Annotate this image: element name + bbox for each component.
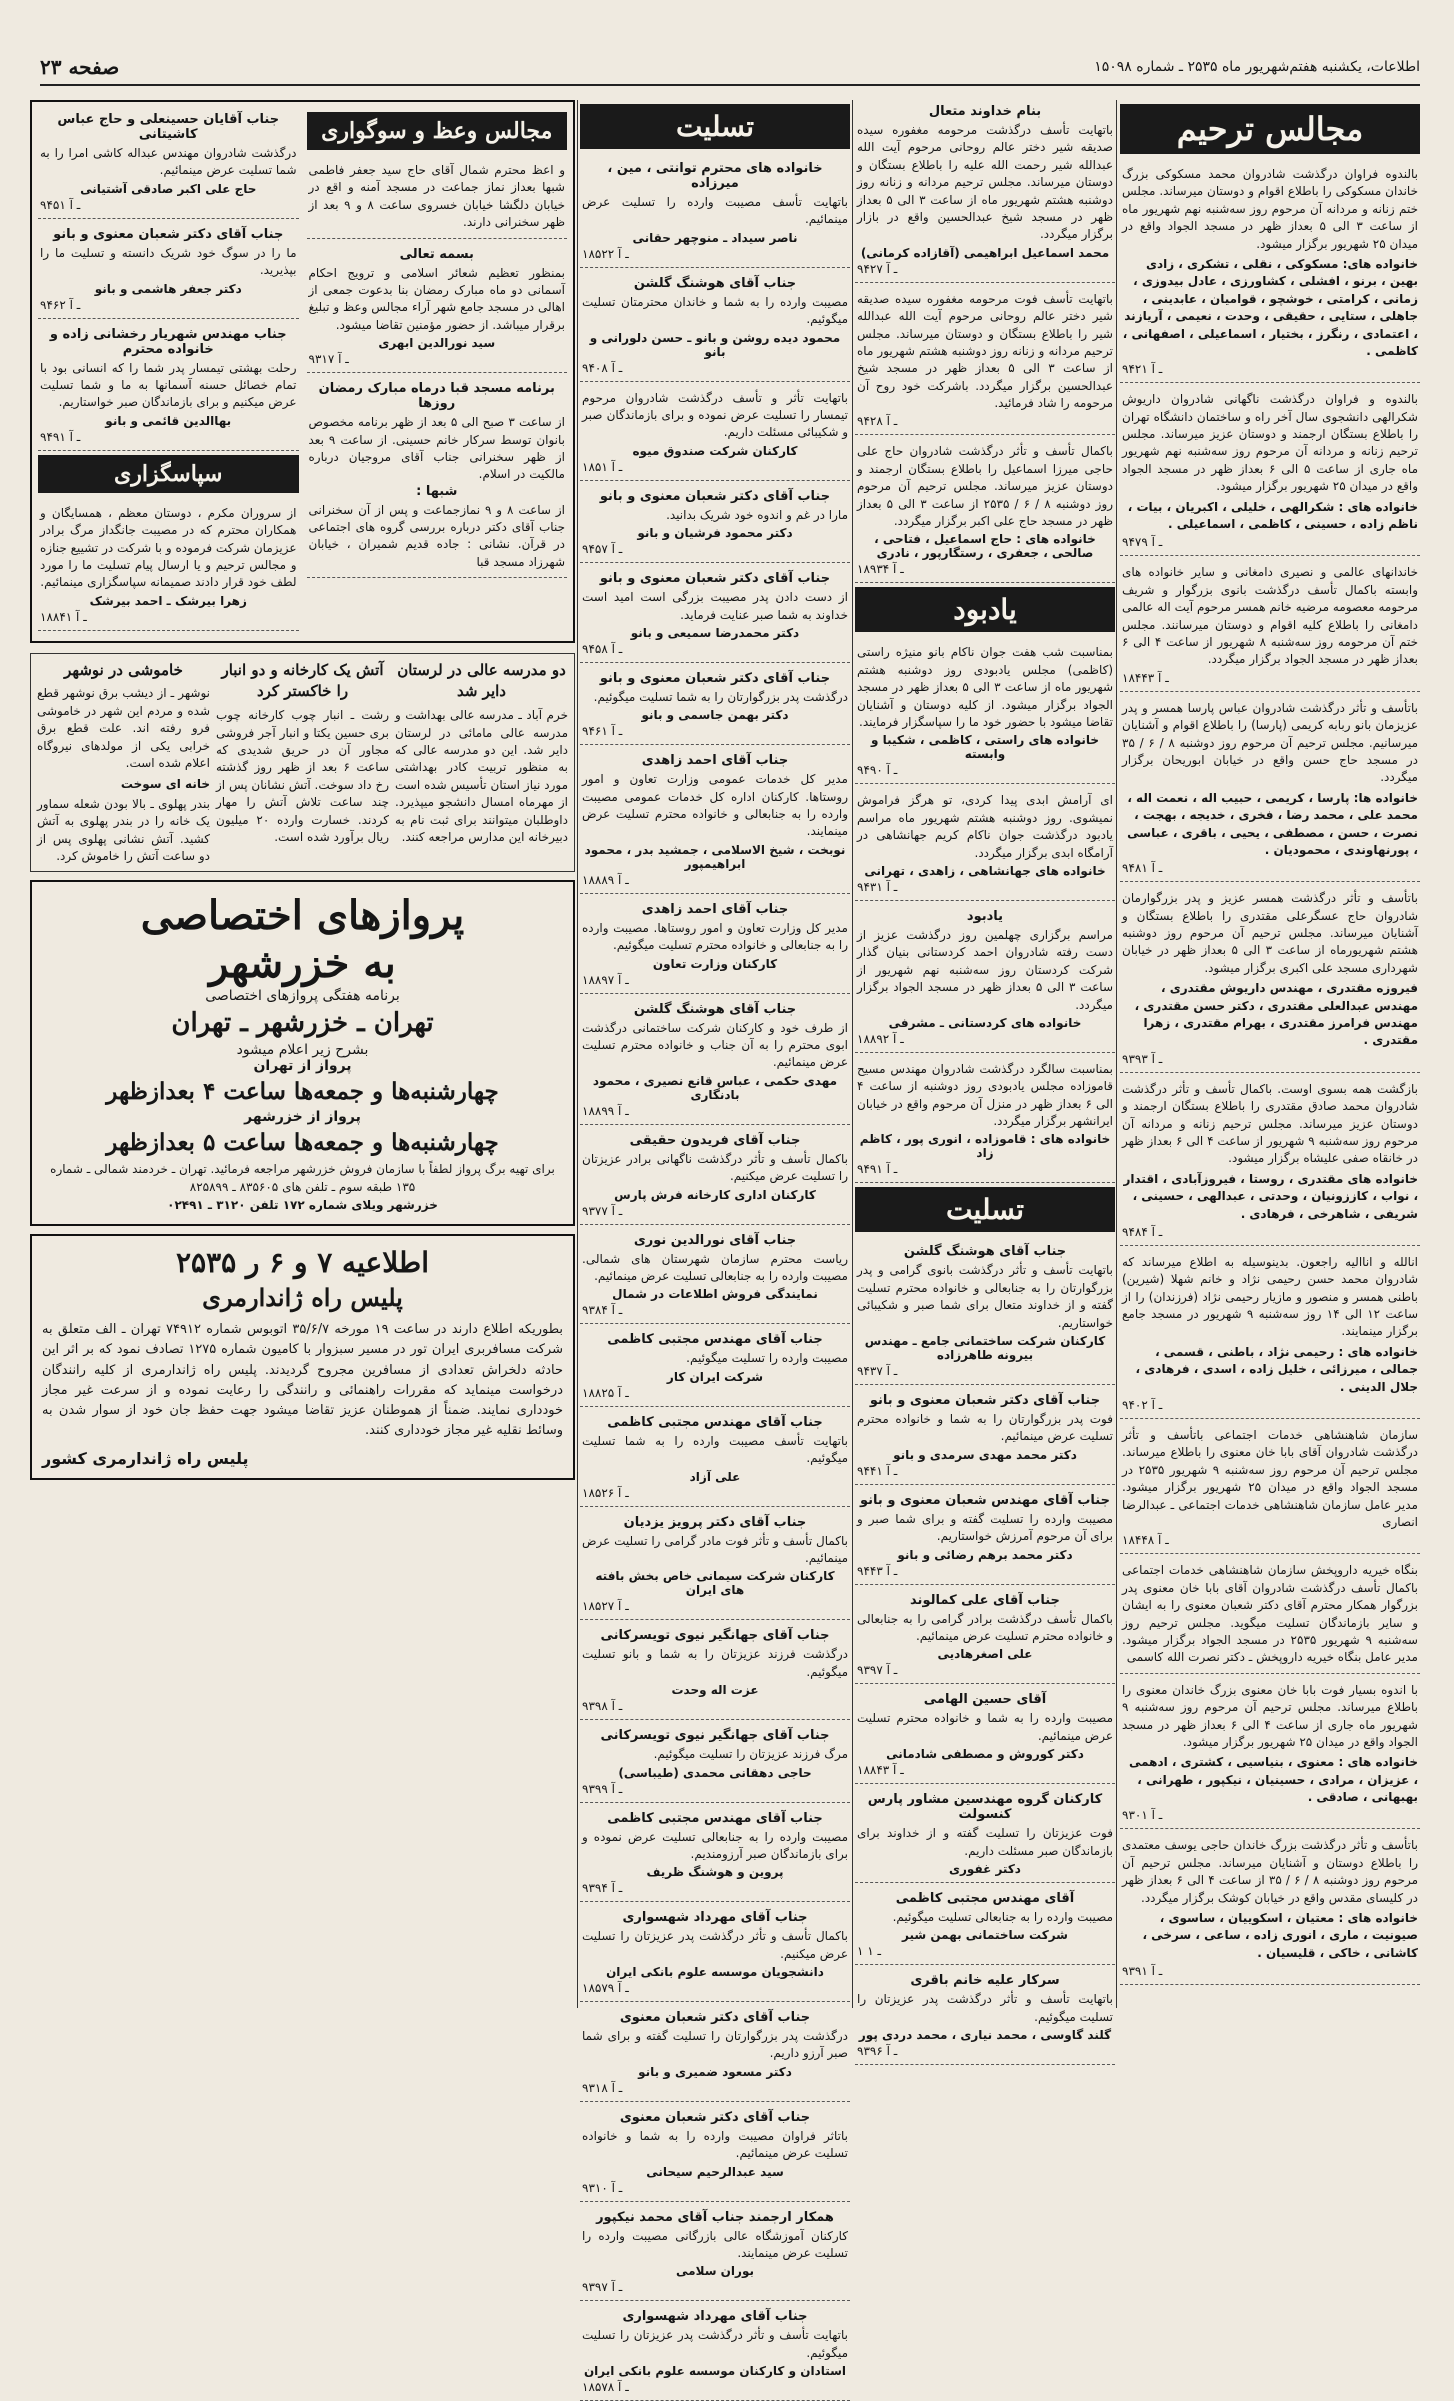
page-number: صفحه ۲۳ xyxy=(40,55,120,79)
notice xyxy=(1120,1558,1420,1673)
police-notice xyxy=(30,1234,575,1480)
column-tasliyat xyxy=(580,100,850,2395)
notice-sig: سید عبدالرحیم سیحانی xyxy=(646,2164,784,2179)
news-body: رشت ـ انبار چوب کارخانه چوب بری حسین یکتا و انبار آجر فروشی مجاور آن در حریق شدیدی که ساعت ۶ بعد از ظهر روز گذشته رخ داد سوخت. آتش نشانان پس از چند ساعت تلاش آتش را مهار کردند. خسارت وارده ۲۰ میلیون ریال برآورد شده است. xyxy=(216,708,390,844)
notice-ttl: خانواده های محترم توانتی ، مین ، میرزاده xyxy=(607,161,823,191)
notice-body: باتاثر فراوان مصیبت وارده را به شما و خانواده تسلیت عرض مینمائیم. xyxy=(582,2128,848,2161)
notice xyxy=(38,223,299,319)
notice-body: خاندانهای عالمی و نصیری دامغانی و سایر خانواده های وابسته باکمال تأسف درگذشت بانوی بزرگوار و شریف مرحومه معصومه مرضیه خانم همسر مرحوم آیت اله عالمی دامغانی را باطلاع کلیه اقوام و دوستان میرسانند. مجلس ختم آن مرحومه روز سه‌شنبه ۸ شهریور از ساعت ۴ الی ۶ بعداز ظهر در مسجد الجواد برگزار میگردد. xyxy=(1122,565,1419,667)
notice-fam: خانواده های: مسکوکی ، نقلی ، تشکری ، زادی بهین ، برنو ، افشلی ، کشاورزی ، عادل بیدوزی ، زمانی ، کرامتی ، خوشچو ، قوامیان ، عابدینی ، جاهلی ، ستایی ، حقیقی ، وحدت ، نعیمی ، آریازند ، اعتمادی ، رنگرز ، بختیار ، اسماعیلی ، اصفهانی ، کاظمی . xyxy=(1122,256,1418,358)
notice-ttl: جناب آقای دکتر شعبان معنوی و بانو xyxy=(869,1393,1101,1409)
waz-banner: مجالس وعظ و سوگواری xyxy=(307,112,568,150)
notice xyxy=(580,1624,850,1720)
notice xyxy=(580,386,850,481)
notice-sig: دانشجویان موسسه علوم بانکی ایران xyxy=(606,1965,824,1980)
notice xyxy=(1120,886,1420,1073)
yadbood-banner: یادبود xyxy=(855,587,1115,632)
notice-ttl: جناب آقای مهندس مجتبی کاظمی xyxy=(607,1332,823,1348)
notice-code: ۹۴۳۱ ـ آ xyxy=(857,879,898,894)
notice-code: ۹۴۰۲ ـ آ xyxy=(1122,1398,1163,1413)
flight-program: برنامه هفتگی پروازهای اختصاصی xyxy=(205,988,400,1005)
notice-code: ۱ ـ ۱ xyxy=(857,1944,882,1959)
news-body: نوشهر ـ از دیشب برق نوشهر قطع شده و مردم این شهر در خاموشی فرو رفته اند. علت قطع برق خرابی یکی از مولدهای نیروگاه اعلام شده است. xyxy=(37,686,210,770)
notice-body: ما را در سوگ خود شریک دانسته و تسلیت ما را بپذیرید. xyxy=(40,245,297,278)
notice-ttl: جناب آقای هوشنگ گلشن xyxy=(903,1244,1067,1260)
qoba-nights-title: شبها : xyxy=(416,483,458,499)
notice-sig: خانواده های کردستانی ـ مشرفی xyxy=(888,1015,1082,1030)
notice xyxy=(855,1240,1115,1385)
notice-code: ۱۸۴۴۳ ـ آ xyxy=(1122,670,1169,685)
notice xyxy=(580,485,850,563)
tarhim-notice-list xyxy=(1120,162,1420,1985)
news-title: دو مدرسه عالی در لرستان دایر شد xyxy=(397,660,566,701)
waz-block xyxy=(307,108,568,635)
notice-sig: پروین و هوشنگ ظریف xyxy=(646,1865,784,1880)
notice xyxy=(580,1129,850,1225)
column-majales-tarhim xyxy=(1120,100,1420,2008)
notice-body: مدیر کل خدمات عمومی وزارت تعاون و امور روستاها. کارکنان اداره کل خدمات عمومی مصیبت وارده را به جنابعالی و خانواده محترم تسلیت عرض مینمایند. xyxy=(582,772,848,839)
notice-code: ۱۸۵۲۷ ـ آ xyxy=(582,1599,629,1614)
notice xyxy=(1120,1423,1420,1554)
notice-code: ۹۳۸۴ ـ آ xyxy=(582,1303,623,1318)
notice-body: از دست دادن پدر مصیبت بزرگی است امید است خداوند به شما صبر عنایت فرماید. xyxy=(582,590,848,622)
notice-code: ۹۴۲۷ ـ آ xyxy=(857,261,898,276)
notice xyxy=(580,567,850,663)
notice-sig: بهاالدین قائمی و بانو xyxy=(105,413,232,428)
notice-code: ۹۳۷۷ ـ آ xyxy=(582,1203,623,1218)
notice-code: ۹۴۵۷ ـ آ xyxy=(582,542,623,557)
tasliyat-notice-list xyxy=(580,157,850,2401)
notice-ttl: جناب مهندس شهریار رخشانی زاده و خانواده محترم xyxy=(49,326,287,357)
flight-headline-1: پروازهای اختصاصی xyxy=(140,892,465,940)
notice xyxy=(1120,1250,1420,1419)
notice xyxy=(580,272,850,382)
notice xyxy=(580,157,850,268)
notice-body: مدیر کل وزارت تعاون و امور روستاها. مصیبت وارده را به جنابعالی و خانواده محترم تسلیت میگوئیم. xyxy=(582,920,848,953)
flight-contact: برای تهیه برگ پرواز لطفاً با سازمان فروش خزرشهر مراجعه فرمائید. تهران ـ خردمند شمالی ـ شماره ۱۳۵ طبقه سوم ـ تلفن های ۸۳۵۶۰۵ ـ ۸۲۵۸۹۹ xyxy=(50,1162,555,1195)
notice-sig: خانواده های : حاج اسماعیل ، فتاحی ، صالحی ، جعفری ، رستگارپور ، نادری xyxy=(874,532,1096,561)
notice-code: ۹۴۷۹ ـ آ xyxy=(1122,535,1163,550)
flight-headline-2: به خزرشهر xyxy=(209,940,396,988)
notice-ttl: جناب آقای مهندس مجتبی کاظمی xyxy=(607,1414,823,1430)
notice-body: بنگاه خیریه داروپخش سازمان شاهنشاهی خدمات اجتماعی باکمال تأسف درگذشت شادروان آقای بابا خان معنوی پدر بزرگوار همکار محترم آقای دکتر شعبان معنوی را به ایشان و سایر بازماندگان تسلیت میگوید. مجلس ترحیم روز سه‌شنبه ۹ شهریور ۲۵۳۵ در مسجد الجواد برگزار میشود. مدیر عامل بنگاه خیریه داروپخش ـ دکتر نصرت الله کاسمی xyxy=(1122,1563,1418,1665)
notice xyxy=(580,2305,850,2401)
notice-body: مارا در غم و اندوه خود شریک بدانید. xyxy=(666,507,848,522)
notice-ttl: جناب آقای علی کمالوند xyxy=(910,1592,1060,1608)
notice-sig: نوبخت ، شیخ الاسلامی ، جمشید بدر ، محمود ابراهیمپور xyxy=(584,842,846,871)
notice-sig: کارکنان شرکت صندوق میوه xyxy=(632,443,798,458)
notice-sig: محمد اسماعیل ابراهیمی (آقازاده کرمانی) xyxy=(860,245,1110,260)
notice-body: درگذشت پدر بزرگوارتان را به شما تسلیت میگوئیم. xyxy=(593,689,848,704)
notice-sig: خانواده های : قاموزاده ، انوری پور ، کاظم زاد xyxy=(859,1132,1111,1161)
news-item xyxy=(216,660,389,866)
notice-body: درگذشت پدر بزرگوارتان را تسلیت گفته و برای شما صبر آرزو داریم. xyxy=(582,2029,848,2061)
waz-notice-1: و اعظ محترم شمال آقای حاج سید جعفر فاطمی شبها بعداز نماز جماعت در مسجد آمنه و اقع در خیابان دلگشا خیابان خسروی ساعت ۸ و ۹ بعد از ظهر سخنرانی دارند. xyxy=(308,163,565,230)
notice-fam: خانواده های مقتدری ، روستا ، فیروزآبادی ، اقتدار ، نواب ، کاززونیان ، وحدتی ، عبدالهی ، حسینی ، شریفی ، شاهرخی ، فرهادی . xyxy=(1123,1171,1418,1221)
notice-code: ۱۸۵۷۸ ـ آ xyxy=(582,2380,629,2395)
notice-fam: خانواده های : رحیمی نژاد ، باطنی ، قسمی ، جمالی ، میرزائی ، خلیل زاده ، اسدی ، فرهادی ، جلال الدینی . xyxy=(1135,1344,1418,1394)
notice-ttl: جناب آقای هوشنگ گلشن xyxy=(633,275,797,291)
notice-code: ۹۳۱۸ ـ آ xyxy=(582,2080,623,2095)
notice-sig: دکتر مسعود ضمیری و بانو xyxy=(638,2064,792,2079)
page-header xyxy=(40,50,1420,86)
notice xyxy=(855,1057,1115,1184)
tasliyat-notice-list-2 xyxy=(855,1240,1115,2065)
notice-code: ۹۴۶۲ ـ آ xyxy=(40,297,81,312)
notice-fam: خانواده ها: پارسا ، کریمی ، حبیب اله ، نعمت اله ، محمد علی ، محمد رضا ، فخری ، خدیجه ، بهجت ، نصرت ، حسن ، مصطفی ، یحیی ، باقری ، عباسی ، پورنهاوندی ، محمودیان . xyxy=(1127,790,1418,857)
notice-ttl: یادبود xyxy=(966,908,1004,924)
notice-body: ریاست محترم سازمان شهرستان های شمالی. مصیبت وارده را به جنابعالی تسلیت عرض مینمائیم. xyxy=(582,1251,848,1283)
column-left xyxy=(30,100,575,2008)
notice xyxy=(580,1229,850,1325)
flight-from-tehran: پرواز از تهران xyxy=(253,1058,352,1075)
sepas-signature: زهرا بیرشک ـ احمد بیرشک xyxy=(89,593,247,608)
notice xyxy=(855,640,1115,784)
notice-code: ۹۴۴۱ ـ آ xyxy=(857,1463,898,1478)
notice-body: بالندوه و فراوان درگذشت ناگهانی شادروان داریوش شکرالهی دانشجوی سال آخر راه و ساختمان دانشگاه تهران را باطلاع بستگان ارجمند و دوستان عزیز میرساند. مجلس ترحیم زنانه و مردانه آن مرحوم روز سه‌شنبه نهم شهریور ماه جاری از ساعت ۵ الی ۶ بعداز ظهر در مسجد الجواد واقع در میدان ۲۵ شهریور برگزار میشود. xyxy=(1122,392,1418,494)
police-signature: پلیس راه ژاندارمری کشور xyxy=(42,1449,249,1469)
notice xyxy=(580,898,850,994)
notice-code: ۹۴۲۸ ـ آ xyxy=(857,414,898,429)
notice-body: مصیبت وارده را به شما و خاندان محترمتان تسلیت میگوئیم. xyxy=(582,294,848,327)
notice-code: ۱۸۵۲۶ ـ آ xyxy=(582,1485,629,1500)
notice-code: ۹۴۵۱ ـ آ xyxy=(40,197,81,212)
notice-sig: دکتر محمد برهم رضائی و بانو xyxy=(897,1547,1073,1562)
notice-list-top xyxy=(855,100,1115,583)
notice-code: ۹۳۹۶ ـ آ xyxy=(857,2044,898,2059)
notice-body: مرگ فرزند عزیزتان را تسلیت میگوئیم. xyxy=(653,1747,848,1762)
notice xyxy=(580,1411,850,1507)
notice-body: با اندوه بسیار فوت بابا خان معنوی بزرگ خاندان معنوی را باطلاع میرساند. مجلس ترحیم آن مرحوم روز سه‌شنبه ۹ شهریور ماه جاری از ساعت ۴ الی ۶ بعداز ظهر در مسجد الجواد واقع در میدان ۲۵ شهریور برگزار میشود. xyxy=(1122,1682,1418,1749)
notice-body: مصیبت وارده را تسلیت میگوئیم. xyxy=(686,1351,848,1366)
notice-ttl: سرکار علیه خانم باقری xyxy=(910,1973,1060,1989)
flight-subtitle: بشرح زیر اعلام میشود xyxy=(236,1042,369,1059)
notice-body: بازگشت همه بسوی اوست. باکمال تأسف و تأثر درگذشت شادروان محمد صادق مقتدری را باطلاع بستگان ارجمند و دوستان عزیز میرساند. مجلس ترحیم زنانه و مردانه آن مرحوم روز سه‌شنبه ۹ شهریور از ساعت ۴ الی ۶ بعداز ظهر در خانقاه صفی علیشاه برگزار میشود. xyxy=(1122,1081,1418,1166)
notice-ttl: جناب آقایان حسینعلی و حاج عباس کاشیتانی xyxy=(57,112,280,142)
notice-fam: فیروزه مقتدری ، مهندس داریوش مقتدری ، مهندس عبدالعلی مقتدری ، دکتر حسن مقتدری ، مهندس فرامرز مقتدری ، بهرام مقتدری ، زهرا مقتدری . xyxy=(1134,981,1418,1048)
qoba-nights: از ساعت ۸ و ۹ نمازجماعت و پس از آن سخنرانی جناب آقای دکتر درباره بررسی گروه های اجتماعی در قرآن. نشانی : جاده قدیم شمیران ، خیابان شهرزاد مسجد قبا xyxy=(308,502,565,569)
notice-code: ۹۴۴۳ ـ آ xyxy=(857,1563,898,1578)
notice-body: باتهایت تأسف و تأثر درگذشت بانوی گرامی و پدر بزرگوارتان را به جنابعالی و خانواده محترم تسلیت گفته و از خداوند متعال برای شما صبر و شکیبائی خواستاریم. xyxy=(857,1263,1113,1330)
notice-code: ۹۳۹۴ ـ آ xyxy=(582,1881,623,1896)
notice-body: باتأسف و تأثر درگذشت همسر عزیز و پدر بزرگوارمان شادروان حاج عسگرعلی مقتدری را باطلاع بستگان و آشنایان میرساند. مجلس ترحیم آن مرحوم روز دوشنبه هشتم شهریورماه از ساعت ۳ الی ۵ بعداز ظهر در خیابان شهرداری مسجد علی اکبری برگزار میشود. xyxy=(1122,891,1418,975)
notice xyxy=(855,905,1115,1053)
notice-code: ۹۳۱۰ ـ آ xyxy=(582,2180,623,2195)
notice-body: مصیبت وارده را به جنابعالی تسلیت عرض نموده و برای بازماندگان صبر آرزومندیم. xyxy=(582,1829,848,1861)
notice xyxy=(855,1969,1115,2065)
notice-sig: گلند گاوسی ، محمد نیاری ، محمد دردی پور xyxy=(858,2028,1112,2043)
sepas-body: از سروران مکرم ، دوستان معظم ، همسایگان و همکاران محترم که در مصیبت جانگداز مرگ برادر عزیزمان شرکت فرموده و با شرکت در تشییع جنازه و مجالس ترحیم و یا ارسال پیام تسلیت ما را مورد لطف خود قرار دادند صمیمانه سپاسگزاری مینمائیم. xyxy=(40,505,297,590)
notice-body: باتهایت تأسف درگذشت مرحومه مغفوره سیده صدیقه شیر دختر عالم روحانی مرحوم آیت الله عبدالله شیر رحمت الله علیه را باطلاع بستگان و دوستان میرساند. مجلس ترحیم مردانه و زنانه روز دوشنبه هشتم شهریور ماه از ساعت ۳ الی ۵ بعداز ظهر در مسجد شیخ عبدالحسین واقع در بازار برگزار میگردد. xyxy=(857,123,1114,242)
tasliyat-banner: تسلیت xyxy=(580,104,850,149)
notice-ttl: جناب آقای دکتر شعبان معنوی و بانو xyxy=(599,488,831,504)
notice xyxy=(855,439,1115,583)
notice-body: انالله و اناالیه راجعون. بدینوسیله به اطلاع میرساند که شادروان محمد حسن رحیمی نژاد و خانم شهلا (شیرین) باطنی همسر و منصور و مازیار رحیمی نژاد (فرزندان) را از ساعت ۱۲ الی ۱۴ روز سه‌شنبه ۹ شهریور در مسجد جامع برگزار مینمایند. xyxy=(1122,1254,1419,1339)
notice-sig: دکتر محمد مهدی سرمدی و بانو xyxy=(893,1447,1077,1462)
notice-body: باتهایت تأسف و تأثر درگذشت پدر عزیزتان را تسلیت میگوئیم. xyxy=(857,1992,1113,2024)
notice-ttl: آقای مهندس مجتبی کاظمی xyxy=(895,1890,1075,1906)
notice-code: ۱۸۵۲۲ ـ آ xyxy=(582,246,629,261)
notice xyxy=(580,2106,850,2202)
notice xyxy=(580,1328,850,1406)
notice-ttl: جناب آقای دکتر پرویز یزدیان xyxy=(623,1514,807,1530)
notice xyxy=(1120,162,1420,383)
notice xyxy=(855,1389,1115,1485)
notice-sig: بوران سلامی xyxy=(676,2264,754,2279)
notice-code: ۱۸۴۴۸ ـ آ xyxy=(1122,1533,1169,1548)
notice-code: ۱۸۸۲۵ ـ آ xyxy=(582,1385,629,1400)
notice-body: از طرف خود و کارکنان شرکت ساختمانی درگذشت ابوی محترم را به آن جناب و خانواده محترم تسلیت عرض مینمائیم. xyxy=(582,1020,848,1070)
notice-sig: حاجی دهقانی محمدی (طیباسی) xyxy=(618,1765,812,1780)
notice-sig: علی اصغرهادیی xyxy=(937,1647,1033,1662)
notice-code: ۹۴۰۸ ـ آ xyxy=(582,360,623,375)
sepas-banner: سپاسگزاری xyxy=(38,455,299,493)
notice-body: درگذشت فرزند عزیزتان را به شما و بانو تسلیت میگوئیم. xyxy=(582,1647,848,1679)
notice-body: باکمال تأسف و تأثر درگذشت شادروان حاج علی حاجی میرزا اسماعیل را باطلاع بستگان ارجمند و دوستان عزیز میرساند. مجلس ترحیم آن مرحوم روز دوشنبه ۸ / ۶ / ۲۵۳۵ از ساعت ۳ الی ۵ بعداز ظهر در مسجد حاج علی اکبر برگزار میگردد. xyxy=(857,444,1114,529)
notice-sig: حاج علی اکبر صادقی آشتیانی xyxy=(80,181,257,196)
notice-code: ۱۸۸۹۲ ـ آ xyxy=(857,1031,904,1046)
notice-code: ۹۴۸۱ ـ آ xyxy=(1122,861,1163,876)
notice-body: ای آرامش ابدی پیدا کردی، تو هرگز فراموش نمیشوی. روز دوشنبه هشتم شهریور ماه مراسم یادبود درگذشت جوان ناکام کریم جهانشاهی در آرامگاه ابدی برگزار میگردد. xyxy=(857,793,1113,860)
notice-sig: استادان و کارکنان موسسه علوم بانکی ایران xyxy=(583,2364,847,2379)
notice-ttl: جناب آقای هوشنگ گلشن xyxy=(633,1001,797,1017)
notice xyxy=(855,1887,1115,1965)
notice-sig: کارکنان شرکت ساختمانی جامع ـ مهندس بیرونه طاهرزاده xyxy=(864,1334,1106,1363)
notice-sig: ناصر سیداد ـ منوچهر حقانی xyxy=(632,230,798,245)
waz-title-2: بسمه تعالی xyxy=(399,246,474,262)
notice-body: مصیبت وارده را به جنابعالی تسلیت میگوئیم. xyxy=(892,1909,1113,1924)
notice-body: باتهایت تأسف مصیبت وارده را به شما تسلیت میگوئیم. xyxy=(582,1433,848,1466)
notice-body: فوت پدر بزرگوارتان را به شما و خانواده محترم تسلیت عرض مینمائیم. xyxy=(857,1412,1113,1444)
notice xyxy=(855,1788,1115,1883)
police-body: بطوریکه اطلاع دارند در ساعت ۱۹ مورخه ۳۵/۶/۷ اتوبوس شماره ۷۴۹۱۲ تهران ـ الف متعلق به شرکت مسافربری ایران تور در مسیر سبزوار با کامیون شماره ۱۲۷۵ تصادف نمود که بر اثر این حادثه دلخراش تعدادی از مسافرین مجروح گردیدند. پلیس راه ژاندارمری از کلیه رانندگان درخواست مینماید که مقررات راهنمائی و رانندگی را رعایت نموده و از سرعت غیر مجاز خودداری نمایند. ضمناً از هموطنان عزیز تقاضا میشود جهت حفظ جان خود از سوار شدن به وسائط نقلیه غیر مجاز خودداری کنند. xyxy=(42,1322,563,1439)
news-title: آتش یک کارخانه و دو انبار را خاکستر کرد xyxy=(221,660,384,701)
notice-ttl: جناب آقای مهرداد شهسواری xyxy=(622,1910,808,1926)
column-divider xyxy=(577,100,578,2008)
notice-code: ۱۸۸۹۹ ـ آ xyxy=(582,1103,629,1118)
notice-body: درگذشت شادروان مهندس عبداله کاشی امرا را به شما تسلیت عرض مینمائیم. xyxy=(40,146,297,178)
notice-sig: دکتر محمدرضا سمیعی و بانو xyxy=(630,625,800,640)
notice-sig: دکتر کوروش و مصطفی شادمانی xyxy=(886,1747,1084,1762)
notice-ttl: جناب آقای جهانگیر نیوی تویسرکانی xyxy=(600,1628,830,1644)
notice xyxy=(1120,1833,1420,1985)
flight-from-khazar: پرواز از خزرشهر xyxy=(244,1109,361,1126)
notice-ttl: جناب آقای فریدون حقیقی xyxy=(629,1132,801,1148)
notice-code: ۹۴۵۸ ـ آ xyxy=(582,641,623,656)
police-title: اطلاعیه ۷ و ۶ ر ۲۵۳۵ xyxy=(176,1246,429,1280)
notice-code: ۹۴۶۱ ـ آ xyxy=(582,724,623,739)
news-subtitle: خانه ای سوخت xyxy=(120,777,210,792)
notice xyxy=(580,1807,850,1903)
notice-body: مصیبت وارده را به شما و خانواده محترم تسلیت عرض مینمائیم. xyxy=(857,1711,1113,1743)
notice xyxy=(1120,387,1420,556)
notice-code: ۹۴۳۷ ـ آ xyxy=(857,1364,898,1379)
notice-code: ۱۸۵۷۹ ـ آ xyxy=(582,1981,629,1996)
notice xyxy=(1120,1077,1420,1246)
waz-left-notice-list xyxy=(38,108,299,451)
notice-body: باتهایت تأثر و تأسف درگذشت شادروان مرحوم تیمسار را تسلیت عرض نموده و برای بازماندگان صبر و شکیبائی مسئلت داریم. xyxy=(582,390,848,440)
waz-notice-2: بمنظور تعظیم شعائر اسلامی و ترویج احکام آسمانی دو ماه مبارک رمضان بنا بدعوت جمعی از اهالی در مسجد جامع شهر آراء مجالس وعظ و تبلیغ برقرار میباشد. از حضور مؤمنین تقاضا میشود. xyxy=(308,265,565,332)
notice xyxy=(855,287,1115,436)
notice-body: مصیبت وارده را تسلیت گفته و برای شما صبر و برای آن مرحوم آمرزش خواستاریم. xyxy=(857,1511,1113,1544)
notice xyxy=(855,100,1115,283)
notice-ttl: جناب آقای احمد زاهدی xyxy=(641,753,789,769)
notice-code: ۱۸۵۱ ـ آ xyxy=(582,459,623,474)
notice-ttl: جناب آقای نورالدین نوری xyxy=(633,1232,797,1248)
notice-ttl: جناب آقای دکتر شعبان معنوی و بانو xyxy=(53,226,284,242)
news-items xyxy=(30,653,575,873)
notice-code: ۱۸۸۴۳ ـ آ xyxy=(857,1763,904,1778)
notice-sig: کارکنان شرکت سیمانی خاص بخش بافته های ایران xyxy=(595,1569,835,1598)
notice-body: باتهایت تأسف مصیبت وارده را تسلیت عرض مینمائیم. xyxy=(582,195,848,227)
notice-sig: عزت اله وحدت xyxy=(671,1683,759,1698)
notice-sig: دکتر محمود فرشیان و بانو xyxy=(637,526,793,541)
notice xyxy=(580,1511,850,1621)
notice-sig: مهدی حکمی ، عباس قانع نصیری ، محمود بادنگاری xyxy=(592,1073,838,1102)
notice-code: ۹۴۲۱ ـ آ xyxy=(1122,362,1163,377)
notice-code: ۱۸۹۳۴ ـ آ xyxy=(857,562,904,577)
issue-info: اطلاعات، یکشنبه هفتم‌شهریور ماه ۲۵۳۵ ـ شماره ۱۵۰۹۸ xyxy=(1094,59,1420,75)
notice xyxy=(580,1724,850,1802)
yadbood-notice-list xyxy=(855,640,1115,1183)
notice-body: بمناسبت سالگرد درگذشت شادروان مهندس مسیح قاموزاده مجلس یادبودی روز دوشنبه از ساعت ۴ الی ۶ بعداز ظهر در منزل آن مرحوم واقع در خیابان ایرانشهر برگزار میگردد. xyxy=(857,1061,1113,1129)
flight-day-2: چهارشنبه‌ها و جمعه‌ها ساعت ۵ بعدازظهر xyxy=(106,1129,499,1157)
column-divider xyxy=(1116,100,1117,2008)
qoba-days: از ساعت ۳ صبح الی ۵ بعد از ظهر برنامه مخصوص بانوان توسط سرکار خانم حسینی. از ساعت ۹ بعد از ظهر سخنرانی جناب آقای مروجیان درباره مالکیت در اسلام. xyxy=(308,415,566,482)
notice-sig: نمایندگی فروش اطلاعات در شمال xyxy=(612,1287,818,1302)
police-org: پلیس راه ژاندارمری xyxy=(202,1283,403,1313)
notice-body: باکمال تأسف و تأثر درگذشت ناگهانی برادر عزیزتان را تسلیت عرض میکنیم. xyxy=(582,1151,848,1184)
notice-ttl: جناب آقای مهندس مجتبی کاظمی xyxy=(607,1810,823,1826)
notice-sig: شرکت ساختمانی بهمن شیر xyxy=(902,1928,1068,1943)
notice-body: باتهایت تأسف فوت مرحومه مغفوره سیده صدیقه شیر دختر عالم روحانی مرحوم آیت الله عبدالله شیر را باطلاع بستگان و دوستان میرساند. مجلس ترحیم مردانه و زنانه روز دوشنبه هشتم شهریور ماه از ساعت ۳ الی ۵ بعداز ظهر در مسجد شیخ عبدالحسین برگزار میگردد. باشرکت خود روح آن مرحومه را شاد فرمائید. xyxy=(857,291,1113,411)
notice-fam: خانواده های : معتیان ، اسکوییان ، ساسوی ، صیونیت ، ماری ، انوری زاده ، ساعی ، سرخی ، کاشانی ، خاکی ، قلیسیان . xyxy=(1142,1911,1418,1960)
news-body: خرم آباد ـ مدرسه عالی بهداشت و مدرسه عالی مامائی در لرستان دایر شد. این دو مدرسه عالی که به منظور تربیت کادر بهداشتی مورد نیاز استان تأسیس شده است از مهرماه امسال دانشجو میپذیرد. داوطلبان میتوانند برای ثبت نام به دبیرخانه این مدارس مراجعه کنند. xyxy=(395,708,568,844)
notice xyxy=(38,323,299,451)
notice xyxy=(580,2006,850,2102)
notice xyxy=(580,749,850,894)
qoba-title: برنامه مسجد قبا درماه مبارک رمضان روزها xyxy=(318,381,555,412)
news-title: خاموشی در نوشهر xyxy=(64,660,183,679)
sepas-code: ۱۸۸۴۱ ـ آ xyxy=(40,609,87,624)
notice-sig: خانواده های راستی ، کاظمی ، شکیبا و وابسته xyxy=(870,733,1100,762)
flight-route: تهران ـ خزرشهر ـ تهران xyxy=(171,1008,434,1039)
notice-ttl: جناب آقای دکتر شعبان معنوی xyxy=(619,2010,811,2026)
notice xyxy=(855,788,1115,901)
notice xyxy=(580,2206,850,2302)
notice-ttl: بنام خداوند متعال xyxy=(928,104,1042,119)
notice-code: ۹۳۹۷ ـ آ xyxy=(857,1663,898,1678)
waz-left-block xyxy=(38,108,299,635)
notice-sig: کارکنان وزارت تعاون xyxy=(652,956,778,971)
notice-code: ۹۳۹۸ ـ آ xyxy=(582,1699,623,1714)
notice xyxy=(1120,696,1420,883)
notice-code: ۹۴۹۰ ـ آ xyxy=(857,763,898,778)
notice xyxy=(580,1906,850,2002)
notice-body: کارکنان آموزشگاه عالی بازرگانی مصیبت وارده را تسلیت عرض مینمایند. xyxy=(582,2228,848,2261)
notice-body: بالندوه فراوان درگذشت شادروان محمد مسکوکی بزرگ خاندان مسکوکی را باطلاع اقوام و دوستان میرساند. مجلس ختم زنانه و مردانه آن مرحوم روز سه‌شنبه نهم شهریور ماه از ساعت ۳ الی ۵ بعداز ظهر در مسجد الجواد واقع در میدان ۲۵ شهریور برگزار میشود. xyxy=(1122,167,1419,251)
notice xyxy=(855,1489,1115,1585)
notice-body: باکمال تأسف و تأثر درگذشت پدر عزیزتان را تسلیت عرض میکنیم. xyxy=(582,1929,848,1961)
flight-day-1: چهارشنبه‌ها و جمعه‌ها ساعت ۴ بعدازظهر xyxy=(106,1078,499,1106)
notice-code: ۹۴۸۴ ـ آ xyxy=(1122,1224,1163,1239)
notice-sig: شرکت ایران کار xyxy=(666,1369,764,1384)
notice-code: ۹۴۹۱ ـ آ xyxy=(40,429,81,444)
notice-body: باکمال تأسف درگذشت برادر گرامی را به جنابعالی و خانواده محترم تسلیت عرض مینمائیم. xyxy=(857,1611,1113,1643)
notice-fam: خانواده های : شکرالهی ، خلیلی ، اکبریان ، بیات ، ناظم زاده ، حسینی ، کاظمی ، اسماعیلی . xyxy=(1127,499,1418,532)
notice xyxy=(580,667,850,745)
column-divider xyxy=(852,100,853,2008)
notice-body: رحلت بهشتی تیمسار پدر شما را که انسانی بود با تمام خصائل حسنه آسمانها به ما و شما تسلیت عرض میکنیم و برای بازماندگان صبر خواستاریم. xyxy=(40,360,297,410)
notice xyxy=(1120,1678,1420,1830)
notice-sig: دکتر بهمن جاسمی و بانو xyxy=(641,708,789,723)
notice-code: ۹۳۹۱ ـ آ xyxy=(1122,1964,1163,1979)
notice-body: مراسم برگزاری چهلمین روز درگذشت عزیز از دست رفته شادروان احمد کردستانی بنیان گذار شرکت کردستان روز سه‌شنبه نهم شهریور از ساعت ۳ الی ۵ بعداز ظهر در مسجد الجواد برگزار میگردد. xyxy=(857,927,1114,1012)
notice-ttl: آقای حسین الهامی xyxy=(923,1692,1047,1708)
notice xyxy=(855,1688,1115,1784)
notice xyxy=(1120,560,1420,691)
waz-section xyxy=(30,100,575,643)
notice-sig: دکتر جعفر هاشمی و بانو xyxy=(94,281,242,296)
notice-sig: خانواده های جهانشاهی ، زاهدی ، تهرانی xyxy=(864,863,1106,878)
news-item xyxy=(395,660,568,866)
notice-body: سازمان شاهنشاهی خدمات اجتماعی باتأسف و تأثر درگذشت شادروان آقای بابا خان معنوی را باطلاع میرساند. مجلس ترحیم آن مرحوم روز سه‌شنبه ۹ شهریور ۲۵۳۵ در مسجد الجواد واقع در میدان ۲۵ شهریور برگزار میشود. مدیر عامل سازمان شاهنشاهی خدمات اجتماعی ـ عبدالرضا انصاری xyxy=(1122,1428,1418,1529)
notice-code: ۱۸۸۸۹ ـ آ xyxy=(582,872,629,887)
waz-signature: سید نورالدین ابهری xyxy=(378,336,496,351)
notice-ttl: جناب آقای جهانگیر نیوی تویسرکانی xyxy=(600,1728,830,1744)
notice-ttl: جناب آقای مهندس شعبان معنوی و بانو xyxy=(860,1492,1110,1508)
news-body-2: بندر پهلوی ـ بالا بودن شعله سماور یک خانه را در بندر پهلوی به آتش کشید. آتش نشانی پهلوی پس از دو ساعت آتش را خاموش کرد. xyxy=(37,796,210,863)
notice-body: بمناسبت شب هفت جوان ناکام بانو منیژه راستی (کاظمی) مجلس یادبودی روز دوشنبه هشتم شهریور ماه از ساعت ۳ الی ۵ بعداز ظهر در مسجد الجواد برگزار میشود. از کلیه دوستان و آشنایان تقاضا میشود با حضور خود ما را سپاسگزار فرمایند. xyxy=(857,645,1113,729)
notice-code: ۹۳۹۳ ـ آ xyxy=(1122,1051,1163,1066)
notice-sig: دکتر غفوری xyxy=(949,1861,1021,1876)
notice-ttl: جناب آقای دکتر شعبان معنوی xyxy=(619,2109,811,2125)
notice-ttl: کارکنان گروه مهندسین مشاور پارس کنسولت xyxy=(867,1792,1103,1823)
flight-villa: خزرشهر ویلای شماره ۱۷۲ تلفن ۳۱۲۰ ـ ۰۲۴۹۱ xyxy=(167,1198,438,1213)
notice-body: فوت عزیزتان را تسلیت گفته و از خداوند برای بازماندگان صبر مسئلت داریم. xyxy=(857,1826,1113,1858)
waz-code: ۹۳۱۷ ـ آ xyxy=(308,352,349,367)
notice-sig: کارکنان اداری کارخانه فرش پارس xyxy=(614,1187,816,1202)
notice-body: باکمال تأسف و تأثر فوت مادر گرامی را تسلیت عرض مینمائیم. xyxy=(582,1533,848,1565)
flight-ad xyxy=(30,880,575,1226)
notice-body: باتهایت تأسف و تأثر درگذشت پدر عزیزتان را تسلیت میگوئیم. xyxy=(582,2328,848,2360)
notice-code: ۹۴۹۱ ـ آ xyxy=(857,1162,898,1177)
majales-tarhim-banner: مجالس ترحیم xyxy=(1120,104,1420,154)
notice xyxy=(580,998,850,1125)
column-yadbood xyxy=(855,100,1115,2059)
notice-body: باتأسف و تأثر درگذشت بزرگ خاندان حاجی یوسف معتمدی را باطلاع دوستان و آشنایان میرساند. مجلس ترحیم آن مرحوم روز دوشنبه ۸ / ۶ / ۳۵ از ساعت ۴ الی ۶ بعداز ظهر در کلیسای مقدس واقع در خیابان کوشک برگزار میگردد. xyxy=(1122,1838,1419,1905)
notice xyxy=(38,108,299,219)
notice-code: ۱۸۸۹۷ ـ آ xyxy=(582,972,629,987)
notice-ttl: جناب آقای احمد زاهدی xyxy=(641,901,789,917)
notice-ttl: جناب آقای دکتر شعبان معنوی و بانو xyxy=(599,571,831,587)
notice-sig: محمود دیده روشن و بانو ـ حسن دلورانی و بانو xyxy=(589,330,841,359)
notice xyxy=(855,1589,1115,1685)
notice-code: ۹۳۰۱ ـ آ xyxy=(1122,1808,1163,1823)
notice-ttl: همکار ارجمند جناب آقای محمد نیکپور xyxy=(596,2209,834,2225)
notice-body: باتأسف و تأثر درگذشت شادروان عباس پارسا همسر و پدر عزیزمان بانو ربابه کریمی (پارسا) را باطلاع اقوام و آشنایان میرسانیم. مجلس ترحیم آن مرحوم روز دوشنبه ۸ / ۶ / ۳۵ در مسجد حاج حسن واقع در خیابان ابوریحان برگزار میگردد. xyxy=(1122,700,1419,785)
notice-ttl: جناب آقای دکتر شعبان معنوی و بانو xyxy=(599,670,831,686)
notice-sig: علی آزاد xyxy=(689,1469,741,1484)
news-item xyxy=(37,660,210,866)
notice-fam: خانواده های : معنوی ، بنیاسیی ، کشتری ، ادهمی ، عزیزان ، مرادی ، حسینیان ، نیکپور ، طهرانی ، بهبهانی ، صادقی . xyxy=(1128,1755,1418,1805)
notice-ttl: جناب آقای مهرداد شهسواری xyxy=(622,2309,808,2325)
notice-code: ۹۳۹۹ ـ آ xyxy=(582,1781,623,1796)
tasliyat-banner-2: تسلیت xyxy=(855,1187,1115,1232)
notice-code: ۹۳۹۷ ـ آ xyxy=(582,2280,623,2295)
